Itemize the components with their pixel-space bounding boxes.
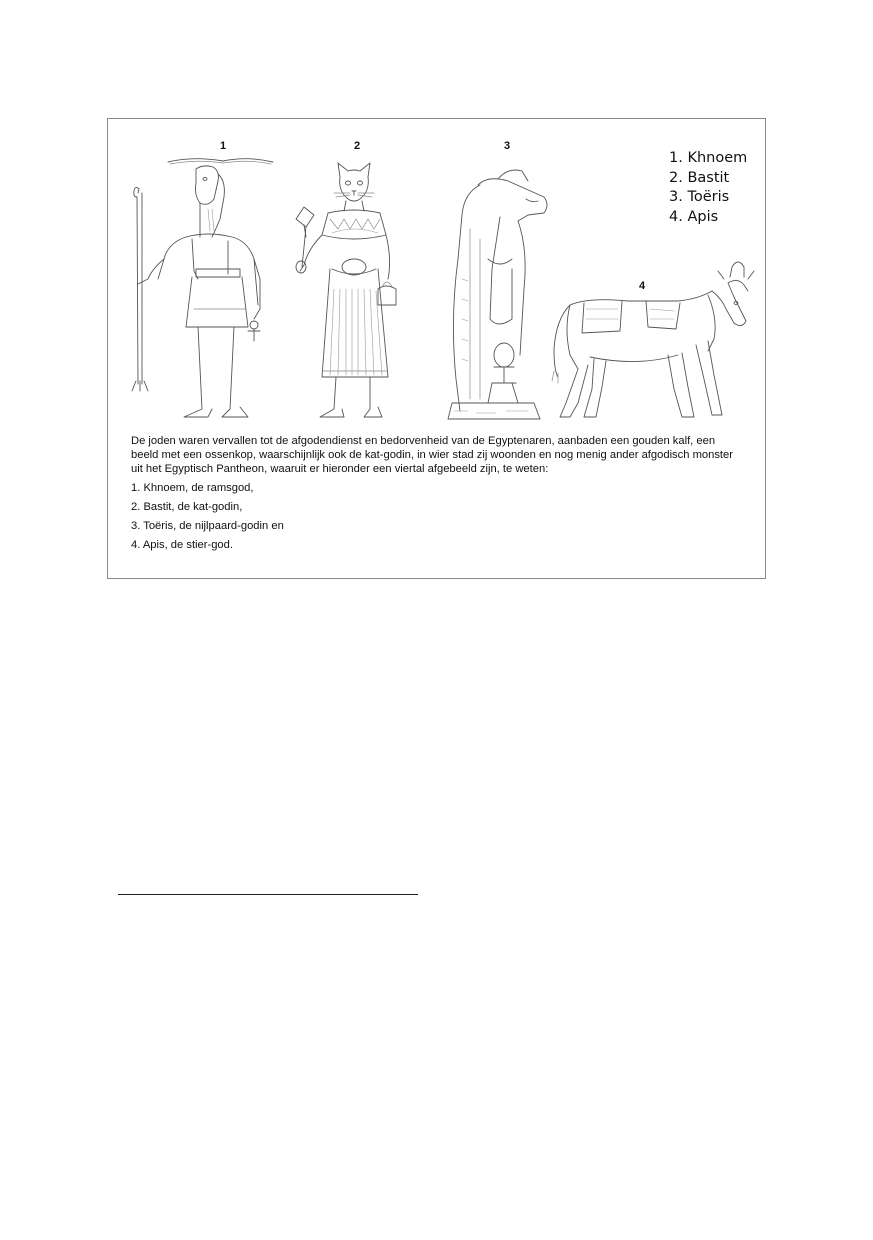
figure-legend bbox=[669, 149, 747, 227]
caption-list-item: 4. Apis, de stier-god. bbox=[131, 539, 233, 551]
caption-list-item: 2. Bastit, de kat-godin, bbox=[131, 501, 243, 513]
legend-item: 1. Khnoem bbox=[669, 150, 748, 166]
egyptian-gods-illustration bbox=[108, 119, 765, 429]
khnum-ram-god-drawing bbox=[132, 159, 273, 417]
legend-item: 3. Toëris bbox=[669, 189, 730, 205]
apis-bull-drawing bbox=[552, 262, 754, 417]
caption-list-item: 1. Khnoem, de ramsgod, bbox=[131, 482, 254, 494]
legend-item: 2. Bastit bbox=[669, 169, 730, 186]
footnote-separator bbox=[118, 894, 418, 895]
figure-plate bbox=[107, 118, 766, 579]
caption-list-item: 3. Toëris, de nijlpaard-godin en bbox=[131, 520, 284, 532]
figure-number-1: 1 bbox=[220, 140, 227, 152]
bastet-cat-goddess-drawing bbox=[296, 163, 396, 417]
taweret-hippo-goddess-drawing bbox=[448, 170, 547, 419]
figure-number-4: 4 bbox=[639, 280, 646, 292]
figure-number-2: 2 bbox=[354, 140, 361, 152]
figure-number-3: 3 bbox=[504, 140, 511, 152]
caption-paragraph: De joden waren vervallen tot de afgodendienst en bedorvenheid van de Egyptenaren, aanbaden een gouden kalf, een beeld met een ossenkop, waarschijnlijk ook de kat-godin, in wier stad zij woonden en nog menig ander afgodisch monster uit het Egyptisch Pantheon, waaruit er hieronder een viertal afgebeeld zijn, te weten: bbox=[131, 435, 733, 475]
figure-caption bbox=[131, 434, 741, 552]
legend-item: 4. Apis bbox=[669, 208, 719, 225]
